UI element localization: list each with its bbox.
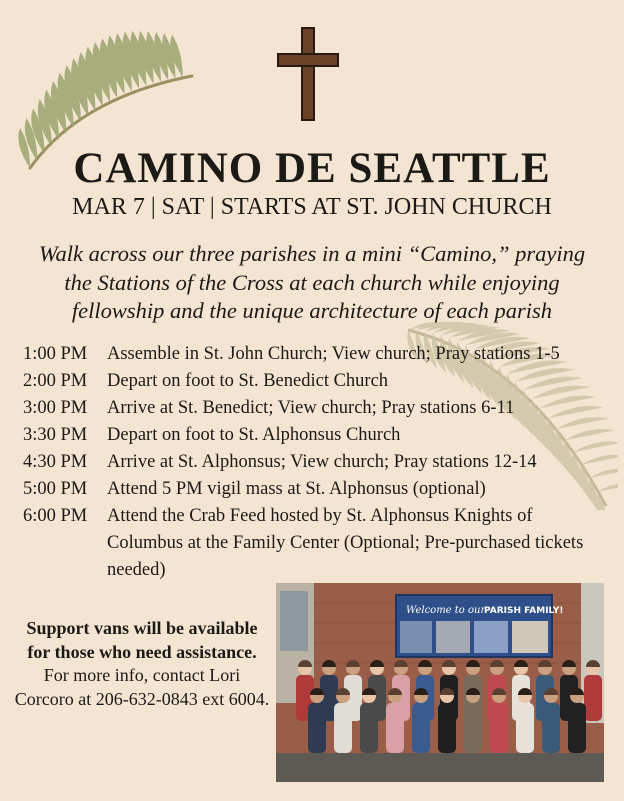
schedule-time: 6:00 PM: [23, 506, 88, 526]
support-note: [14, 617, 270, 711]
page-title: CAMINO DE SEATTLE: [73, 145, 551, 192]
schedule-row: [23, 503, 613, 584]
schedule-activity: Depart on foot to St. Benedict Church: [107, 371, 389, 391]
banner-text-2: PARISH FAMILY!: [484, 606, 564, 616]
group-photo: [276, 583, 604, 782]
schedule-time: 3:30 PM: [23, 425, 88, 445]
schedule-activity: Arrive at St. Alphonsus; View church; Pray stations 12-14: [107, 452, 537, 472]
schedule-activity: Attend 5 PM vigil mass at St. Alphonsus (optional): [107, 479, 486, 499]
schedule-activity: Depart on foot to St. Alphonsus Church: [107, 425, 401, 445]
schedule-row: [23, 422, 613, 449]
schedule-activity: Assemble in St. John Church; View church; Pray stations 1-5: [107, 344, 560, 364]
schedule-time: 4:30 PM: [23, 452, 88, 472]
schedule-row: [23, 368, 613, 395]
cross-icon: [276, 26, 340, 122]
schedule-time: 2:00 PM: [23, 371, 88, 391]
intro-text: Walk across our three parishes in a mini “Camino,” praying the Stations of the Cross at each church while enjoying fellowship and the unique architecture of each parish: [38, 241, 586, 323]
event-subtitle: MAR 7 | SAT | STARTS AT ST. JOHN CHURCH: [72, 194, 552, 220]
schedule-row: [23, 476, 613, 503]
schedule-time: 1:00 PM: [23, 344, 88, 364]
schedule-time: 3:00 PM: [23, 398, 88, 418]
schedule-row: [23, 449, 613, 476]
schedule-activity: Arrive at St. Benedict; View church; Pray stations 6-11: [107, 398, 515, 418]
schedule-row: [23, 395, 613, 422]
schedule-time: 5:00 PM: [23, 479, 88, 499]
banner-text-1: Welcome to our: [406, 605, 486, 616]
support-bold: Support vans will be available for those who need assistance.: [26, 618, 258, 662]
schedule-list: [23, 341, 613, 584]
schedule-row: [23, 341, 613, 368]
support-contact: For more info, contact Lori Corcoro at 206-632-0843 ext 6004.: [14, 665, 270, 709]
schedule-activity: Attend the Crab Feed hosted by St. Alphonsus Knights of Columbus at the Family Center (Optional; Pre-purchased tickets needed): [107, 506, 584, 580]
